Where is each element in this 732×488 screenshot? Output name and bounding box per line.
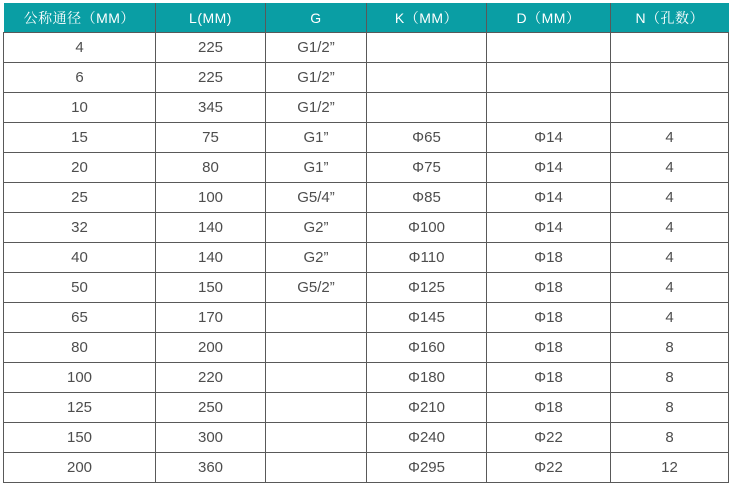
cell-k: Φ210 <box>367 393 487 423</box>
cell-k: Φ110 <box>367 243 487 273</box>
cell-n <box>611 93 729 123</box>
cell-d: Φ14 <box>487 183 611 213</box>
cell-l: 200 <box>156 333 266 363</box>
cell-n <box>611 33 729 63</box>
col-header-d: D（MM） <box>487 3 611 33</box>
cell-dn: 25 <box>4 183 156 213</box>
table-row <box>4 363 729 393</box>
cell-g: G2” <box>266 213 367 243</box>
cell-dn: 50 <box>4 273 156 303</box>
cell-k <box>367 33 487 63</box>
table-row <box>4 153 729 183</box>
cell-g <box>266 393 367 423</box>
cell-d: Φ18 <box>487 243 611 273</box>
cell-dn: 10 <box>4 93 156 123</box>
cell-dn: 125 <box>4 393 156 423</box>
col-header-n: N（孔数） <box>611 3 729 33</box>
cell-l: 75 <box>156 123 266 153</box>
spec-table <box>3 3 729 483</box>
cell-g <box>266 363 367 393</box>
cell-d: Φ18 <box>487 393 611 423</box>
cell-dn: 80 <box>4 333 156 363</box>
cell-dn: 32 <box>4 213 156 243</box>
cell-d <box>487 63 611 93</box>
cell-k: Φ180 <box>367 363 487 393</box>
cell-k: Φ125 <box>367 273 487 303</box>
cell-d: Φ18 <box>487 273 611 303</box>
cell-l: 225 <box>156 33 266 63</box>
table-row <box>4 123 729 153</box>
cell-dn: 15 <box>4 123 156 153</box>
table-row <box>4 273 729 303</box>
table-row <box>4 63 729 93</box>
cell-n <box>611 63 729 93</box>
col-header-dn: 公称通径（MM） <box>4 3 156 33</box>
cell-dn: 65 <box>4 303 156 333</box>
cell-g: G5/2” <box>266 273 367 303</box>
cell-d <box>487 93 611 123</box>
cell-l: 300 <box>156 423 266 453</box>
cell-d: Φ18 <box>487 363 611 393</box>
cell-l: 100 <box>156 183 266 213</box>
cell-n: 8 <box>611 333 729 363</box>
cell-dn: 20 <box>4 153 156 183</box>
cell-g <box>266 333 367 363</box>
cell-g: G5/4” <box>266 183 367 213</box>
table-row <box>4 393 729 423</box>
cell-k: Φ65 <box>367 123 487 153</box>
header-row <box>4 3 729 33</box>
table-row <box>4 303 729 333</box>
cell-k: Φ295 <box>367 453 487 483</box>
cell-k: Φ160 <box>367 333 487 363</box>
cell-n: 4 <box>611 213 729 243</box>
cell-k <box>367 93 487 123</box>
table-row <box>4 333 729 363</box>
cell-k: Φ100 <box>367 213 487 243</box>
cell-d <box>487 33 611 63</box>
cell-l: 250 <box>156 393 266 423</box>
cell-n: 8 <box>611 423 729 453</box>
spec-table-container <box>3 3 728 483</box>
spec-table-head <box>4 3 729 33</box>
cell-l: 150 <box>156 273 266 303</box>
cell-n: 12 <box>611 453 729 483</box>
cell-g: G1” <box>266 153 367 183</box>
col-header-k: K（MM） <box>367 3 487 33</box>
cell-n: 4 <box>611 183 729 213</box>
cell-g: G1/2” <box>266 63 367 93</box>
cell-l: 140 <box>156 243 266 273</box>
cell-d: Φ18 <box>487 333 611 363</box>
cell-n: 4 <box>611 243 729 273</box>
col-header-g: G <box>266 3 367 33</box>
cell-k: Φ240 <box>367 423 487 453</box>
cell-l: 170 <box>156 303 266 333</box>
cell-g: G1” <box>266 123 367 153</box>
table-row <box>4 243 729 273</box>
cell-n: 4 <box>611 123 729 153</box>
cell-g <box>266 453 367 483</box>
cell-d: Φ14 <box>487 213 611 243</box>
cell-d: Φ22 <box>487 423 611 453</box>
cell-d: Φ22 <box>487 453 611 483</box>
cell-dn: 40 <box>4 243 156 273</box>
cell-dn: 200 <box>4 453 156 483</box>
cell-n: 4 <box>611 153 729 183</box>
cell-dn: 6 <box>4 63 156 93</box>
cell-l: 220 <box>156 363 266 393</box>
cell-d: Φ18 <box>487 303 611 333</box>
cell-n: 4 <box>611 303 729 333</box>
table-row <box>4 213 729 243</box>
table-row <box>4 33 729 63</box>
cell-g: G2” <box>266 243 367 273</box>
cell-n: 4 <box>611 273 729 303</box>
cell-n: 8 <box>611 363 729 393</box>
cell-l: 225 <box>156 63 266 93</box>
cell-l: 140 <box>156 213 266 243</box>
spec-table-body <box>4 33 729 483</box>
table-row <box>4 423 729 453</box>
table-row <box>4 453 729 483</box>
cell-k: Φ85 <box>367 183 487 213</box>
cell-dn: 4 <box>4 33 156 63</box>
cell-g <box>266 303 367 333</box>
col-header-l: L(MM) <box>156 3 266 33</box>
cell-g <box>266 423 367 453</box>
cell-d: Φ14 <box>487 153 611 183</box>
cell-k <box>367 63 487 93</box>
cell-dn: 100 <box>4 363 156 393</box>
cell-l: 80 <box>156 153 266 183</box>
cell-k: Φ75 <box>367 153 487 183</box>
cell-n: 8 <box>611 393 729 423</box>
cell-k: Φ145 <box>367 303 487 333</box>
cell-g: G1/2” <box>266 93 367 123</box>
cell-l: 345 <box>156 93 266 123</box>
table-row <box>4 93 729 123</box>
cell-dn: 150 <box>4 423 156 453</box>
cell-g: G1/2” <box>266 33 367 63</box>
table-row <box>4 183 729 213</box>
cell-l: 360 <box>156 453 266 483</box>
cell-d: Φ14 <box>487 123 611 153</box>
